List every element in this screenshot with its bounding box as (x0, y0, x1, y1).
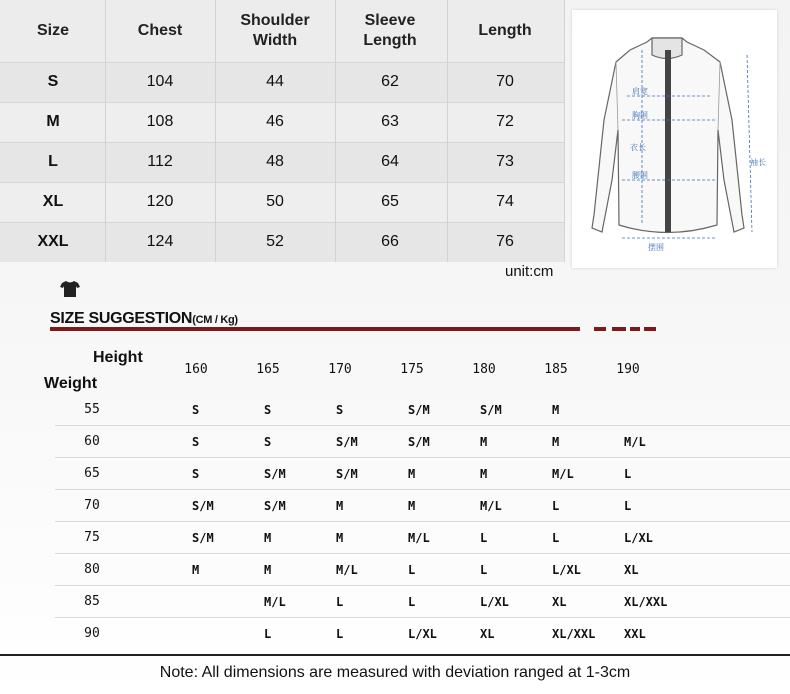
jacket-measurement-diagram (572, 10, 777, 268)
suggested-size: L (408, 563, 416, 577)
length-label: 衣长 (630, 143, 646, 152)
suggested-size: S/M (264, 467, 286, 481)
jacket-illustration (572, 10, 777, 268)
suggested-size: S (192, 435, 200, 449)
suggested-size: S (336, 403, 344, 417)
suggestion-row (0, 524, 790, 552)
suggested-size: L (624, 499, 632, 513)
suggested-size: M (552, 435, 560, 449)
suggested-size: S/M (336, 467, 358, 481)
suggested-size: XL/XXL (552, 627, 596, 641)
height-column-header: 185 (544, 362, 568, 377)
cell-chest: 120 (146, 193, 174, 210)
cell-length: 74 (496, 193, 514, 210)
suggestion-row (0, 460, 790, 488)
suggested-size: XXL (624, 627, 646, 641)
suggested-size: M/L (480, 499, 502, 513)
cell-shoulder-width: 48 (266, 153, 284, 170)
suggested-size: S/M (408, 403, 430, 417)
waist-label: 腰围 (632, 171, 648, 180)
weight-value: 90 (84, 626, 100, 641)
suggested-size: L (624, 467, 632, 481)
table-divider (0, 182, 565, 183)
cell-size: XL (42, 193, 64, 210)
weight-value: 65 (84, 466, 100, 481)
size-suggestion-title (50, 310, 238, 328)
row-divider (55, 521, 790, 522)
height-column-header: 175 (400, 362, 424, 377)
header-chest-line: Chest (137, 22, 183, 39)
cell-size: M (46, 113, 60, 130)
cell-chest: 124 (146, 233, 174, 250)
suggested-size: M (552, 403, 560, 417)
cell-sleeve-length: 63 (381, 113, 399, 130)
header-shoulder-line-2: Width (252, 32, 298, 49)
suggested-size: M (336, 499, 344, 513)
suggested-size: S/M (336, 435, 358, 449)
suggested-size: L (336, 595, 344, 609)
table-divider (0, 142, 565, 143)
table-row (0, 142, 565, 182)
suggested-size: L (336, 627, 344, 641)
header-sleeve-length (335, 0, 445, 62)
table-divider (564, 0, 565, 262)
cell-shoulder-width: 50 (266, 193, 284, 210)
suggested-size: S/M (264, 499, 286, 513)
height-axis-label: Height (93, 349, 143, 366)
size-suggestion-units: (CM / Kg) (192, 314, 238, 326)
cell-shoulder-width: 52 (266, 233, 284, 250)
table-divider (0, 102, 565, 103)
suggested-size: L (552, 499, 560, 513)
suggested-size: S (192, 467, 200, 481)
suggested-size: M/L (336, 563, 358, 577)
suggested-size: M (264, 563, 272, 577)
weight-value: 75 (84, 530, 100, 545)
suggested-size: L/XL (624, 531, 653, 545)
cell-size: XXL (37, 233, 69, 250)
title-underline-dash (644, 327, 656, 331)
table-divider (335, 0, 336, 262)
suggested-size: L/XL (408, 627, 437, 641)
suggestion-row (0, 492, 790, 520)
table-divider (0, 222, 565, 223)
footer-divider (0, 654, 790, 656)
suggested-size: L/XL (552, 563, 581, 577)
suggested-size: XL (480, 627, 495, 641)
suggestion-row (0, 588, 790, 616)
header-sleeve-line-2: Length (363, 32, 417, 49)
height-column-header: 165 (256, 362, 280, 377)
cell-sleeve-length: 66 (381, 233, 399, 250)
title-underline-dash (594, 327, 606, 331)
sleeve-label: 袖长 (750, 158, 766, 167)
suggested-size: S/M (192, 531, 214, 545)
cell-chest: 104 (146, 73, 174, 90)
unit-label: unit:cm (505, 263, 554, 280)
cell-sleeve-length: 64 (381, 153, 399, 170)
cell-length: 73 (496, 153, 514, 170)
cell-length: 76 (496, 233, 514, 250)
suggested-size: M (192, 563, 200, 577)
cell-length: 70 (496, 73, 514, 90)
cell-size: L (48, 153, 58, 170)
suggested-size: XL (624, 563, 639, 577)
header-length-line: Length (478, 22, 532, 39)
header-shoulder-line-1: Shoulder (240, 12, 310, 29)
suggested-size: L (480, 531, 488, 545)
cell-shoulder-width: 44 (266, 73, 284, 90)
shoulder-label: 肩宽 (632, 87, 648, 96)
suggested-size: M/L (264, 595, 286, 609)
weight-value: 80 (84, 562, 100, 577)
suggested-size: M (408, 467, 416, 481)
suggestion-row (0, 556, 790, 584)
row-divider (55, 425, 790, 426)
row-divider (55, 489, 790, 490)
suggestion-row (0, 428, 790, 456)
suggested-size: M (408, 499, 416, 513)
suggested-size: M/L (624, 435, 646, 449)
suggested-size: L (480, 563, 488, 577)
suggested-size: M (336, 531, 344, 545)
weight-value: 85 (84, 594, 100, 609)
height-column-header: 190 (616, 362, 640, 377)
suggested-size: M (264, 531, 272, 545)
suggested-size: L (408, 595, 416, 609)
row-divider (55, 617, 790, 618)
header-size (8, 0, 98, 62)
weight-value: 70 (84, 498, 100, 513)
cell-shoulder-width: 46 (266, 113, 284, 130)
title-underline (50, 327, 580, 331)
suggested-size: S/M (480, 403, 502, 417)
suggested-size: S (264, 403, 272, 417)
header-chest (105, 0, 215, 62)
suggested-size: S (264, 435, 272, 449)
suggested-size: S/M (192, 499, 214, 513)
height-column-header: 170 (328, 362, 352, 377)
row-divider (55, 585, 790, 586)
height-column-header: 180 (472, 362, 496, 377)
suggested-size: S/M (408, 435, 430, 449)
suggested-size: L (264, 627, 272, 641)
suggested-size: M/L (552, 467, 574, 481)
header-sleeve-line-1: Sleeve (364, 12, 416, 29)
header-length (450, 0, 560, 62)
header-size-line: Size (36, 22, 69, 39)
row-divider (55, 553, 790, 554)
cell-chest: 108 (146, 113, 174, 130)
height-column-header: 160 (184, 362, 208, 377)
suggested-size: L (552, 531, 560, 545)
header-shoulder-width (215, 0, 335, 62)
table-header-row (0, 0, 565, 62)
chest-label: 胸围 (632, 111, 648, 120)
suggested-size: M (480, 467, 488, 481)
size-measurement-table (0, 0, 565, 262)
table-row (0, 102, 565, 142)
table-divider (447, 0, 448, 262)
measurement-note: Note: All dimensions are measured with deviation ranged at 1-3cm (159, 664, 631, 681)
row-divider (55, 457, 790, 458)
weight-axis-label: Weight (44, 375, 98, 392)
table-divider (0, 62, 565, 63)
size-suggestion-title-text: SIZE SUGGESTION (50, 310, 193, 327)
title-underline-dash (612, 327, 626, 331)
weight-value: 60 (84, 434, 100, 449)
suggestion-row (0, 396, 790, 424)
suggested-size: XL (552, 595, 567, 609)
suggested-size: XL/XXL (624, 595, 668, 609)
title-underline-dash (630, 327, 640, 331)
cell-length: 72 (496, 113, 514, 130)
suggested-size: L/XL (480, 595, 509, 609)
suggestion-row (0, 620, 790, 648)
cell-chest: 112 (147, 153, 173, 170)
suggested-size: S (192, 403, 200, 417)
table-row (0, 182, 565, 222)
table-row (0, 62, 565, 102)
suggested-size: M (480, 435, 488, 449)
cell-sleeve-length: 62 (381, 73, 399, 90)
table-divider (105, 0, 106, 262)
tshirt-icon (60, 280, 80, 298)
weight-value: 55 (84, 402, 100, 417)
hem-label: 摆围 (648, 243, 664, 252)
table-divider (215, 0, 216, 262)
cell-size: S (47, 73, 59, 90)
table-row (0, 222, 565, 262)
cell-sleeve-length: 65 (381, 193, 399, 210)
suggested-size: M/L (408, 531, 430, 545)
